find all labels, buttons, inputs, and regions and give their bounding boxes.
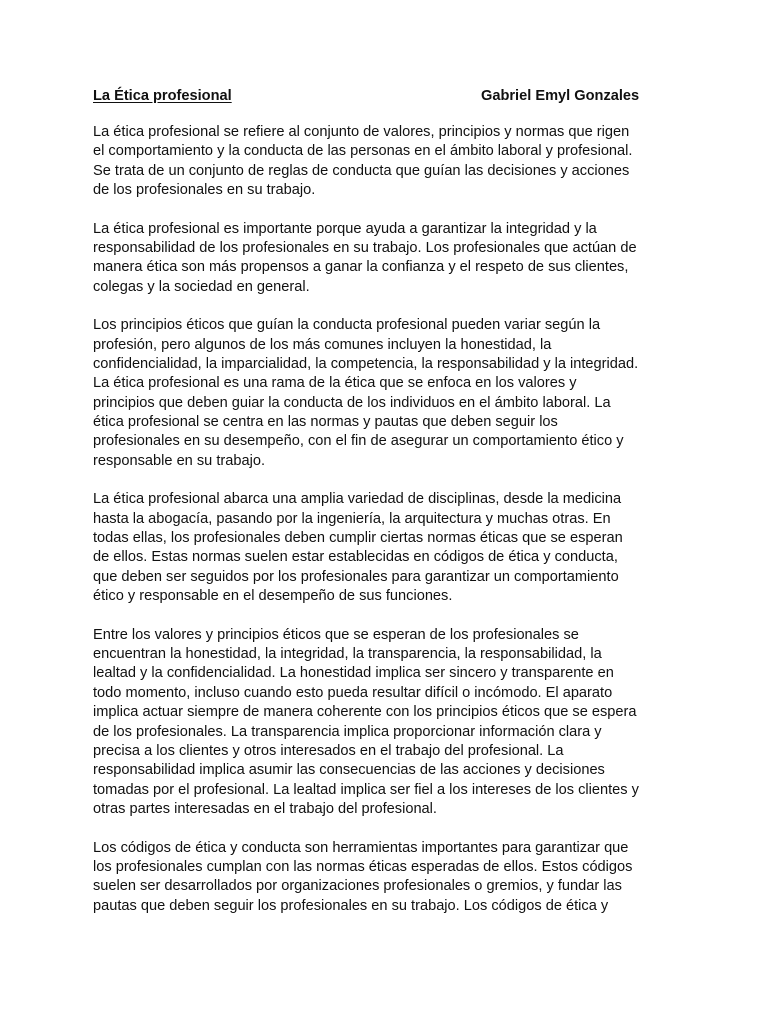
paragraph-line: profesión, pero algunos de los más comunes incluyen la honestidad, la xyxy=(93,336,552,353)
paragraph-line: pautas que deben seguir los profesionales en su trabajo. Los códigos de ética y xyxy=(93,897,609,914)
paragraph-line: responsable en su trabajo. xyxy=(93,452,265,469)
document-title: La Ética profesional xyxy=(93,88,232,104)
paragraph-3 xyxy=(93,316,683,471)
paragraph-line: manera ética son más propensos a ganar la confianza y el respeto de sus clientes, xyxy=(93,259,629,276)
paragraph-4 xyxy=(93,490,683,606)
paragraph-1 xyxy=(93,123,683,201)
paragraph-6 xyxy=(93,839,683,917)
paragraph-line: profesionales en su desempeño, con el fin de asegurar un comportamiento ético y xyxy=(93,433,624,450)
document-header xyxy=(93,86,683,106)
paragraph-line: Entre los valores y principios éticos que se esperan de los profesionales se xyxy=(93,626,579,643)
paragraph-line: La ética profesional se refiere al conjunto de valores, principios y normas que rigen xyxy=(93,124,630,140)
paragraph-line: La ética profesional es una rama de la ética que se enfoca en los valores y xyxy=(93,375,577,392)
paragraph-line: los profesionales cumplan con las normas éticas esperadas de ellos. Estos códigos xyxy=(93,858,633,875)
paragraph-line: de los profesionales en su trabajo. xyxy=(93,182,316,199)
paragraph-line: principios que deben guiar la conducta de los individuos en el ámbito laboral. La xyxy=(93,394,611,411)
document-body xyxy=(93,123,683,916)
paragraph-line: precisa a los clientes y otros interesados en el trabajo del profesional. La xyxy=(93,742,564,759)
paragraph-line: ética profesional se centra en las normas y pautas que deben seguir los xyxy=(93,414,558,431)
paragraph-line: Los códigos de ética y conducta son herramientas importantes para garantizar que xyxy=(93,839,629,856)
paragraph-line: responsabilidad implica asumir las consecuencias de las acciones y decisiones xyxy=(93,762,605,779)
paragraph-line: todas ellas, los profesionales deben cumplir ciertas normas éticas que se esperan xyxy=(93,530,623,547)
paragraph-line: ético y responsable en el desempeño de sus funciones. xyxy=(93,588,453,605)
paragraph-line: suelen ser desarrollados por organizaciones profesionales o gremios, y fundar las xyxy=(93,878,622,895)
paragraph-line: encuentran la honestidad, la integridad, la transparencia, la responsabilidad, la xyxy=(93,645,602,662)
paragraph-line: implica actuar siempre de manera coherente con los principios éticos que se espera xyxy=(93,704,637,721)
paragraph-line: La ética profesional abarca una amplia variedad de disciplinas, desde la medicina xyxy=(93,491,622,508)
paragraph-line: La ética profesional es importante porque ayuda a garantizar la integridad y la xyxy=(93,220,597,237)
paragraph-line: lealtad y la confidencialidad. La honestidad implica ser sincero y transparente en xyxy=(93,665,614,682)
paragraph-line: todo momento, incluso cuando esto pueda resultar difícil o incómodo. El aparato xyxy=(93,684,613,701)
paragraph-line: que deben ser seguidos por los profesionales para garantizar un comportamiento xyxy=(93,568,619,585)
paragraph-line: el comportamiento y la conducta de las personas en el ámbito laboral y profesional. xyxy=(93,143,633,160)
paragraph-line: de los profesionales. La transparencia implica proporcionar información clara y xyxy=(93,723,602,740)
paragraph-line: Se trata de un conjunto de reglas de conducta que guían las decisiones y acciones xyxy=(93,162,630,179)
paragraph-line: Los principios éticos que guían la conducta profesional pueden variar según la xyxy=(93,317,601,334)
paragraph-line: otras partes interesadas en el trabajo del profesional. xyxy=(93,801,437,818)
paragraph-5 xyxy=(93,626,683,820)
paragraph-line: tomadas por el profesional. La lealtad implica ser fiel a los intereses de los clientes y xyxy=(93,781,639,798)
paragraph-line: confidencialidad, la imparcialidad, la competencia, la responsabilidad y la integridad. xyxy=(93,355,639,372)
paragraph-2 xyxy=(93,220,683,298)
document-author: Gabriel Emyl Gonzales xyxy=(481,88,640,104)
paragraph-line: responsabilidad de los profesionales en su trabajo. Los profesionales que actúan de xyxy=(93,239,637,256)
paragraph-line: de ellos. Estas normas suelen estar establecidas en códigos de ética y conducta, xyxy=(93,549,618,566)
document-page xyxy=(93,86,683,935)
paragraph-line: hasta la abogacía, pasando por la ingeniería, la arquitectura y muchas otras. En xyxy=(93,510,611,527)
paragraph-line: colegas y la sociedad en general. xyxy=(93,278,310,295)
